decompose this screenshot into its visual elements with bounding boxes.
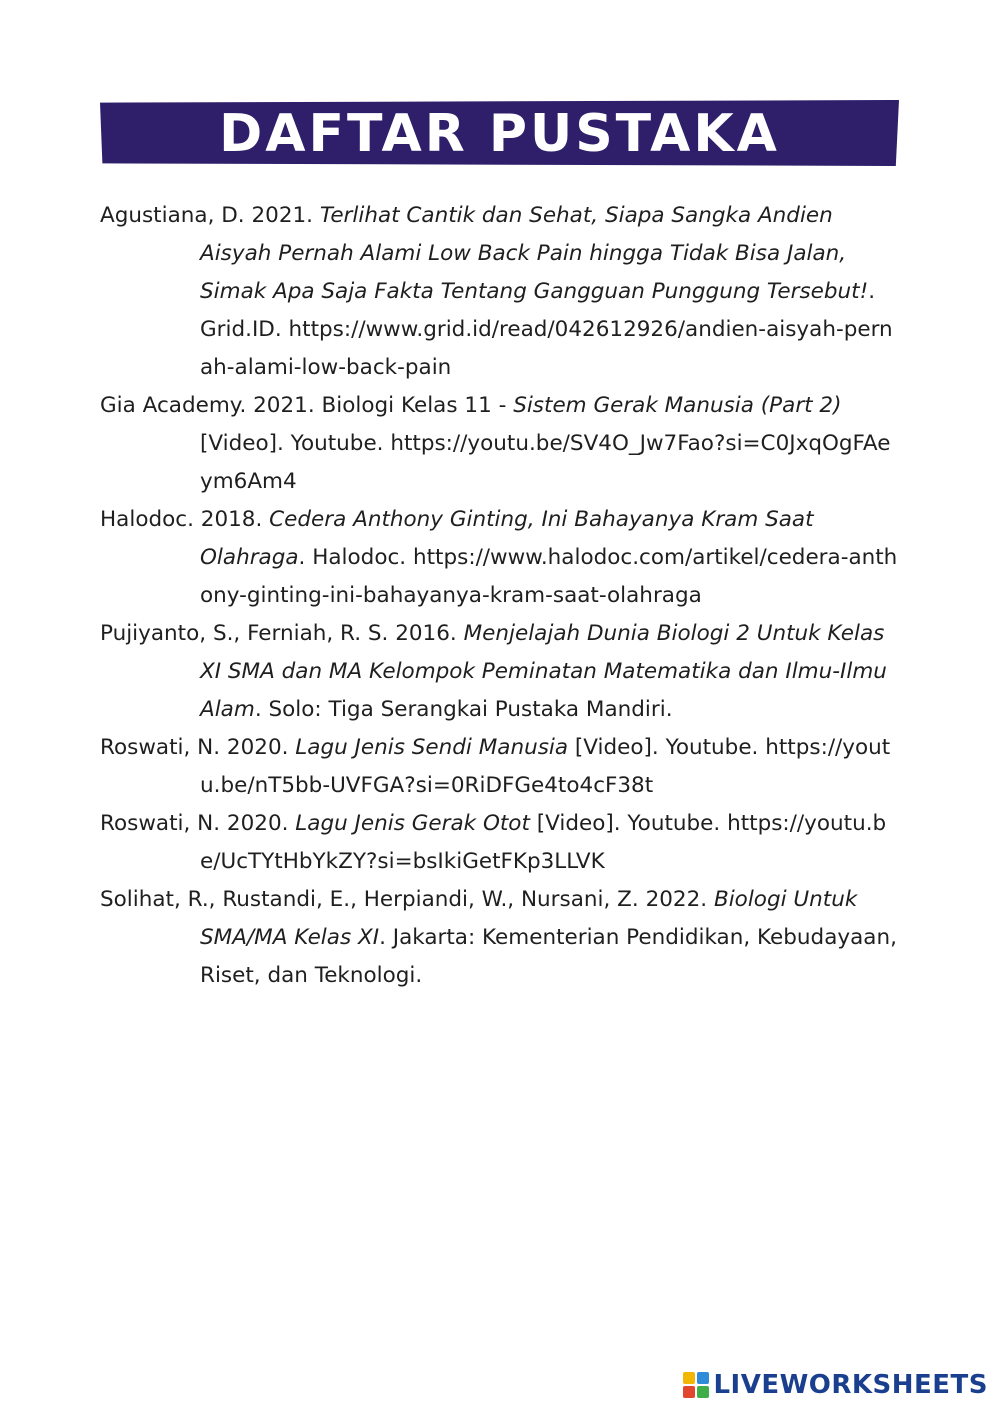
reference-source: . Solo: Tiga Serangkai Pustaka Mandiri. (254, 697, 673, 722)
reference-list (100, 197, 900, 995)
reference-url[interactable]: https://www.halodoc.com/artikel/cedera-anthony-ginting-ini-bahayanya-kram-saat-olahraga (200, 545, 898, 608)
brand-name: LIVEWORKSHEETS (713, 1370, 988, 1400)
reference-title: Biologi Untuk SMA/MA Kelas XI (200, 887, 858, 950)
reference-source: [Video]. Youtube. (529, 811, 728, 836)
reference-title: Sistem Gerak Manusia (Part 2) (513, 393, 842, 418)
reference-url[interactable]: https://youtu.be/nT5bb-UVFGA?si=0RiDFGe4to4cF38t (200, 735, 891, 798)
reference-url[interactable]: https://youtu.be/UcTYtHbYkZY?si=bsIkiGetFKp3LLVK (200, 811, 887, 874)
reference-item (100, 387, 900, 501)
reference-title: Lagu Jenis Gerak Otot (295, 811, 530, 836)
logo-square (683, 1372, 695, 1384)
reference-author-year: Gia Academy. 2021. Biologi Kelas 11 - (100, 393, 514, 418)
reference-title: Menjelajah Dunia Biologi 2 Untuk Kelas XI SMA dan MA Kelompok Peminatan Matematika dan Ilmu-Ilmu Alam (200, 621, 887, 722)
logo-square (697, 1372, 709, 1384)
reference-item (100, 501, 900, 615)
reference-title: Lagu Jenis Sendi Manusia (295, 735, 569, 760)
reference-title: Cedera Anthony Ginting, Ini Bahayanya Kram Saat Olahraga (200, 507, 814, 570)
reference-item (100, 881, 900, 995)
reference-source: [Video]. Youtube. (568, 735, 766, 760)
reference-item (100, 615, 900, 729)
reference-source: . Halodoc. (298, 545, 413, 570)
reference-url[interactable]: https://www.grid.id/read/042612926/andien-aisyah-pernah-alami-low-back-pain (200, 317, 893, 380)
reference-url[interactable]: https://youtu.be/SV4O_Jw7Fao?si=C0JxqOgFAeym6Am4 (200, 431, 891, 494)
reference-source: . Jakarta: Kementerian Pendidikan, Kebudayaan, Riset, dan Teknologi. (200, 925, 897, 988)
reference-author-year: Agustiana, D. 2021. (100, 203, 320, 228)
reference-author-year: Roswati, N. 2020. (100, 811, 296, 836)
reference-item (100, 805, 900, 881)
reference-author-year: Roswati, N. 2020. (100, 735, 296, 760)
logo-square (683, 1386, 695, 1398)
reference-source: [Video]. Youtube. (200, 431, 391, 456)
reference-author-year: Pujiyanto, S., Ferniah, R. S. 2016. (100, 621, 464, 646)
logo-square (697, 1386, 709, 1398)
reference-item (100, 729, 900, 805)
reference-author-year: Halodoc. 2018. (100, 507, 270, 532)
reference-title: Terlihat Cantik dan Sehat, Siapa Sangka Andien Aisyah Pernah Alami Low Back Pain hingga Tidak Bisa Jalan, Simak Apa Saja Fakta Tentang Gangguan Punggung Tersebut! (200, 203, 869, 304)
reference-author-year: Solihat, R., Rustandi, E., Herpiandi, W., Nursani, Z. 2022. (100, 887, 714, 912)
page-title: DAFTAR PUSTAKA (219, 104, 780, 164)
liveworksheets-logo-icon (683, 1372, 709, 1398)
liveworksheets-brand[interactable] (683, 1368, 988, 1402)
reference-source: . Grid.ID. (200, 279, 876, 342)
reference-item (100, 197, 900, 387)
